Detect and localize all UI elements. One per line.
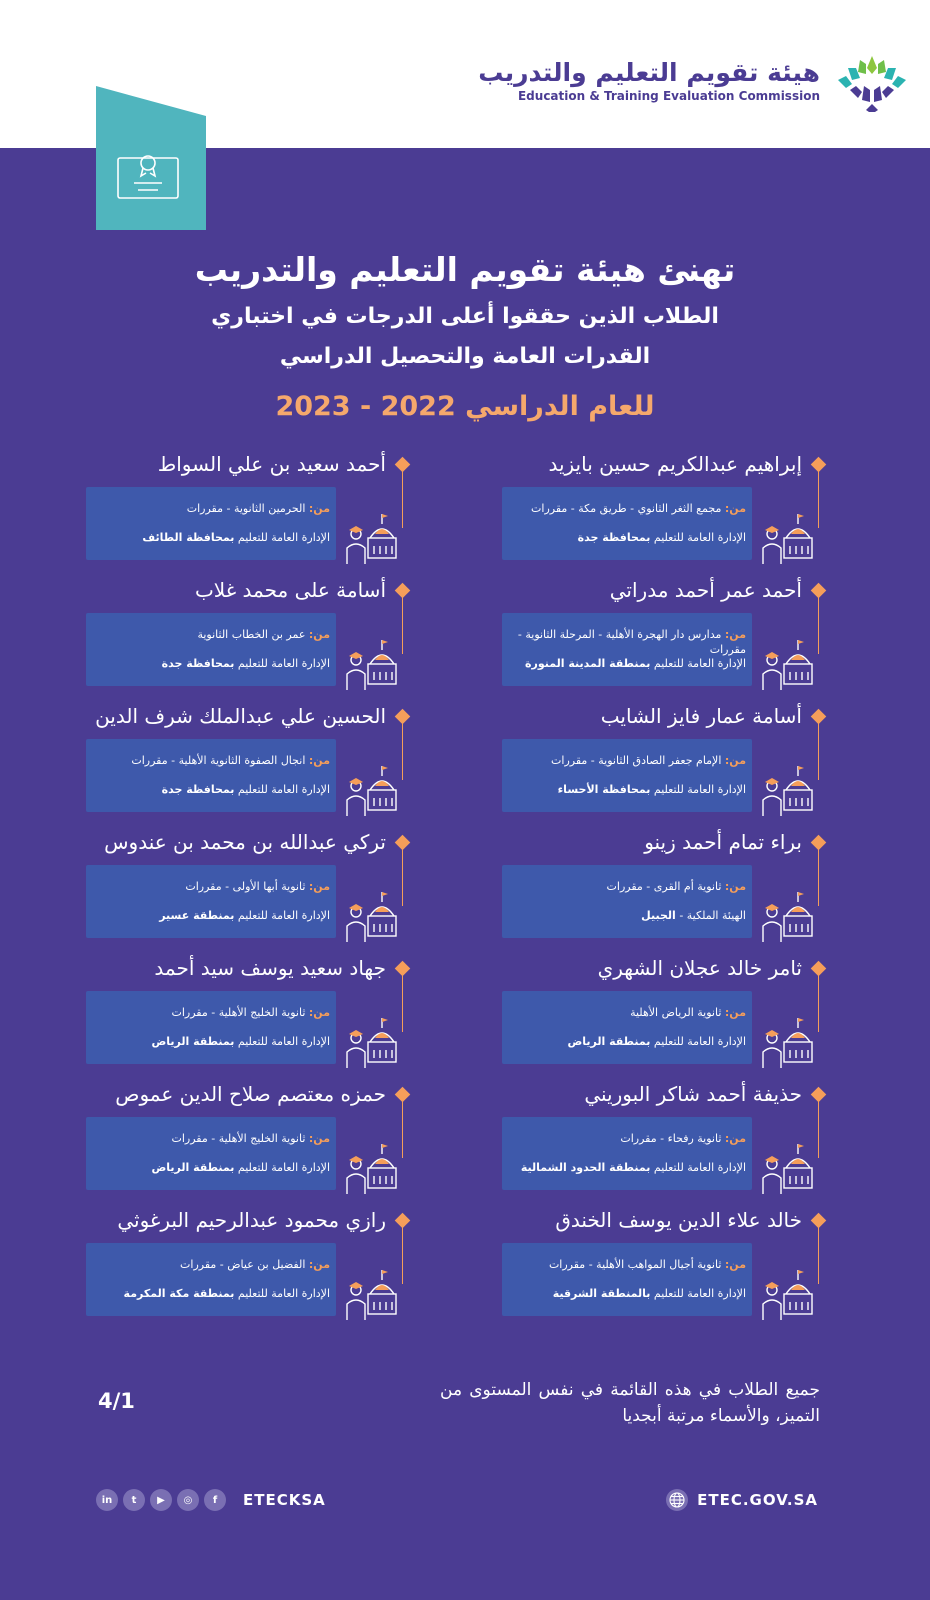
title-sub-1: الطلاب الذين حققوا أعلى الدرجات في اختباري — [211, 304, 719, 329]
region-name: بمنطقة مكة المكرمة — [123, 1287, 235, 1300]
graduate-school-icon — [760, 506, 814, 566]
social-links — [96, 1488, 326, 1512]
from-label: من: — [724, 1006, 746, 1019]
admin-line — [506, 530, 746, 545]
school-line — [508, 753, 746, 768]
globe-icon — [665, 1488, 689, 1512]
region-name: بمنطقة الرياض — [151, 1161, 235, 1174]
student-name: رازي محمود عبدالرحيم البرغوثي — [117, 1208, 386, 1232]
school-name: الإمام جعفر الصادق الثانوية - مقررات — [551, 754, 722, 767]
region-name: بالمنطقة الشرقية — [552, 1287, 651, 1300]
title-sub-2: القدرات العامة والتحصيل الدراسي — [279, 344, 651, 369]
connector-line — [402, 596, 404, 654]
graduate-school-icon — [344, 506, 398, 566]
region-name: بمنطقة الرياض — [151, 1035, 235, 1048]
region-name: بمحافظة جدة — [577, 531, 651, 544]
certificate-badge — [96, 86, 206, 230]
admin-name: الإدارة العامة للتعليم — [237, 1161, 330, 1174]
student-entry — [0, 574, 408, 696]
graduate-school-icon — [760, 1136, 814, 1196]
titles — [0, 250, 930, 424]
region-name: بمنطقة الرياض — [567, 1035, 651, 1048]
connector-line — [818, 596, 820, 654]
school-name: ثانوية الخليج الأهلية - مقررات — [171, 1132, 306, 1145]
region-name: بمحافظة الأحساء — [557, 783, 651, 796]
academic-year: للعام الدراسي 2022 - 2023 — [275, 391, 655, 422]
school-line — [92, 753, 330, 768]
from-label: من: — [724, 502, 746, 515]
graduate-school-icon — [760, 758, 814, 818]
admin-line — [90, 1160, 330, 1175]
website-url[interactable]: ETEC.GOV.SA — [697, 1491, 818, 1509]
admin-name: الإدارة العامة للتعليم — [237, 909, 330, 922]
school-line — [92, 879, 330, 894]
student-card — [502, 739, 752, 812]
student-card — [86, 739, 336, 812]
student-name: ثامر خالد عجلان الشهري — [597, 956, 802, 980]
school-name: الحرمين الثانوية - مقررات — [186, 502, 306, 515]
school-name: الفضيل بن عياض - مقررات — [180, 1258, 306, 1271]
admin-name: الإدارة العامة للتعليم — [653, 1287, 746, 1300]
student-name: أحمد سعيد بن علي السواط — [157, 452, 386, 476]
school-line — [92, 1257, 330, 1272]
graduate-school-icon — [760, 1262, 814, 1322]
student-card — [86, 865, 336, 938]
student-name: أحمد عمر أحمد مدراتي — [609, 578, 802, 602]
school-name: ثانوية أم القرى - مقررات — [606, 880, 722, 893]
admin-line — [90, 1286, 330, 1301]
student-entry — [0, 826, 408, 948]
admin-line — [506, 1286, 746, 1301]
connector-line — [402, 1226, 404, 1284]
connector-line — [402, 722, 404, 780]
student-entry — [0, 448, 408, 570]
from-label: من: — [308, 880, 330, 893]
student-entry — [399, 1078, 824, 1200]
school-name: ثانوية الرياض الأهلية — [630, 1006, 722, 1019]
admin-name: الإدارة العامة للتعليم — [237, 1035, 330, 1048]
from-label: من: — [308, 502, 330, 515]
from-label: من: — [724, 880, 746, 893]
region-name: بمحافظة جدة — [161, 783, 235, 796]
org-logo — [478, 58, 820, 104]
social-handle[interactable]: ETECKSA — [243, 1491, 326, 1509]
admin-name: الإدارة العامة للتعليم — [237, 531, 330, 544]
connector-line — [818, 1100, 820, 1158]
admin-line — [506, 1160, 746, 1175]
youtube-icon[interactable]: ▶ — [150, 1489, 172, 1511]
student-entry — [0, 952, 408, 1074]
school-name: ثانوية أبها الأولى - مقررات — [185, 880, 306, 893]
connector-line — [818, 848, 820, 906]
school-line — [92, 501, 330, 516]
twitter-icon[interactable]: t — [123, 1489, 145, 1511]
admin-line — [506, 908, 746, 923]
admin-line — [90, 908, 330, 923]
student-entry — [399, 1204, 824, 1326]
student-card — [502, 865, 752, 938]
admin-name: الإدارة العامة للتعليم — [237, 657, 330, 670]
graduate-school-icon — [760, 884, 814, 944]
student-card — [502, 487, 752, 560]
connector-line — [818, 470, 820, 528]
student-card — [502, 1243, 752, 1316]
admin-name: الإدارة العامة للتعليم — [237, 783, 330, 796]
connector-line — [402, 848, 404, 906]
student-card — [86, 1243, 336, 1316]
student-card — [86, 1117, 336, 1190]
from-label: من: — [308, 754, 330, 767]
region-name: بمنطقة عسير — [159, 909, 235, 922]
student-entry — [399, 574, 824, 696]
school-line — [92, 627, 330, 642]
student-card — [86, 613, 336, 686]
school-line — [92, 1005, 330, 1020]
region-name: بمحافظة جدة — [161, 657, 235, 670]
admin-line — [506, 782, 746, 797]
school-line — [92, 1131, 330, 1146]
student-card — [502, 991, 752, 1064]
facebook-icon[interactable]: f — [204, 1489, 226, 1511]
student-entry — [399, 952, 824, 1074]
graduate-school-icon — [760, 1010, 814, 1070]
graduate-school-icon — [344, 1136, 398, 1196]
student-name: خالد علاء الدين يوسف الخندق — [555, 1208, 802, 1232]
school-name: انجال الصفوة الثانوية الأهلية - مقررات — [131, 754, 306, 767]
graduate-school-icon — [760, 632, 814, 692]
title-main: تهنئ هيئة تقويم التعليم والتدريب — [194, 250, 736, 289]
student-name: تركي عبدالله بن محمد بن عندوس — [104, 830, 386, 854]
student-name: الحسين علي عبدالملك شرف الدين — [95, 704, 386, 728]
admin-line — [90, 656, 330, 671]
admin-name: الإدارة العامة للتعليم — [653, 1161, 746, 1174]
from-label: من: — [724, 754, 746, 767]
region-name: الجبيل — [641, 909, 676, 922]
etec-logo-icon — [830, 52, 914, 112]
from-label: من: — [724, 1258, 746, 1271]
admin-line — [90, 1034, 330, 1049]
from-label: من: — [308, 1006, 330, 1019]
graduate-school-icon — [344, 1010, 398, 1070]
student-entry — [0, 1078, 408, 1200]
admin-line — [90, 782, 330, 797]
student-entry — [399, 700, 824, 822]
school-name: ثانوية الخليج الأهلية - مقررات — [171, 1006, 306, 1019]
school-name: عمر بن الخطاب الثانوية — [197, 628, 306, 641]
region-name: بمنطقة الحدود الشمالية — [520, 1161, 651, 1174]
page-number: 4/1 — [98, 1389, 135, 1413]
student-entry — [399, 448, 824, 570]
from-label: من: — [724, 628, 746, 641]
org-name-ar: هيئة تقويم التعليم والتدريب — [478, 58, 820, 87]
school-line — [508, 1131, 746, 1146]
student-name: حذيفة أحمد شاكر البوريني — [584, 1082, 802, 1106]
student-entry — [399, 826, 824, 948]
graduate-school-icon — [344, 632, 398, 692]
student-entry — [0, 700, 408, 822]
graduate-school-icon — [344, 1262, 398, 1322]
from-label: من: — [308, 628, 330, 641]
website-link[interactable] — [665, 1488, 818, 1512]
student-name: إبراهيم عبدالكريم حسين بايزيد — [548, 452, 802, 476]
connector-line — [818, 722, 820, 780]
school-line — [508, 1005, 746, 1020]
from-label: من: — [308, 1258, 330, 1271]
admin-line — [506, 656, 746, 671]
graduate-school-icon — [344, 884, 398, 944]
footer-note: جميع الطلاب في هذه القائمة في نفس المستوى من التميز، والأسماء مرتبة أبجديا — [440, 1380, 820, 1426]
school-name: ثانوية أجيال المواهب الأهلية - مقررات — [548, 1258, 722, 1271]
instagram-icon[interactable]: ◎ — [177, 1489, 199, 1511]
connector-line — [818, 1226, 820, 1284]
school-line — [508, 879, 746, 894]
admin-name: الإدارة العامة للتعليم — [653, 783, 746, 796]
school-line — [508, 501, 746, 516]
graduate-school-icon — [344, 758, 398, 818]
school-line — [508, 1257, 746, 1272]
region-name: بمحافظة الطائف — [142, 531, 235, 544]
student-card — [502, 1117, 752, 1190]
connector-line — [402, 974, 404, 1032]
school-name: مجمع الثغر الثانوي - طريق مكة - مقررات — [531, 502, 722, 515]
connector-line — [818, 974, 820, 1032]
admin-name: الإدارة العامة للتعليم — [237, 1287, 330, 1300]
student-name: أسامة على محمد غلاب — [194, 578, 386, 602]
student-name: أسامة عمار فايز الشايب — [600, 704, 802, 728]
org-name-en: Education & Training Evaluation Commission — [517, 89, 820, 103]
admin-line — [506, 1034, 746, 1049]
admin-name: الإدارة العامة للتعليم — [653, 531, 746, 544]
student-card — [86, 487, 336, 560]
student-card — [502, 613, 752, 686]
school-name: مدارس دار الهجرة الأهلية - المرحلة الثانوية - مقررات — [517, 628, 746, 656]
region-name: بمنطقة المدينة المنورة — [525, 657, 651, 670]
student-name: براء تمام أحمد زينو — [644, 830, 802, 854]
student-name: جهاد سعيد يوسف سيد أحمد — [154, 956, 386, 980]
from-label: من: — [724, 1132, 746, 1145]
student-card — [86, 991, 336, 1064]
connector-line — [402, 470, 404, 528]
admin-line — [90, 530, 330, 545]
student-name: حمزه معتصم صلاح الدين عموص — [115, 1082, 386, 1106]
school-line — [508, 627, 746, 657]
admin-name: الهيئة الملكية - — [679, 909, 746, 922]
from-label: من: — [308, 1132, 330, 1145]
admin-name: الإدارة العامة للتعليم — [653, 1035, 746, 1048]
admin-name: الإدارة العامة للتعليم — [653, 657, 746, 670]
connector-line — [402, 1100, 404, 1158]
linkedin-icon[interactable]: in — [96, 1489, 118, 1511]
student-entry — [0, 1204, 408, 1326]
school-name: ثانوية رفحاء - مقررات — [620, 1132, 722, 1145]
